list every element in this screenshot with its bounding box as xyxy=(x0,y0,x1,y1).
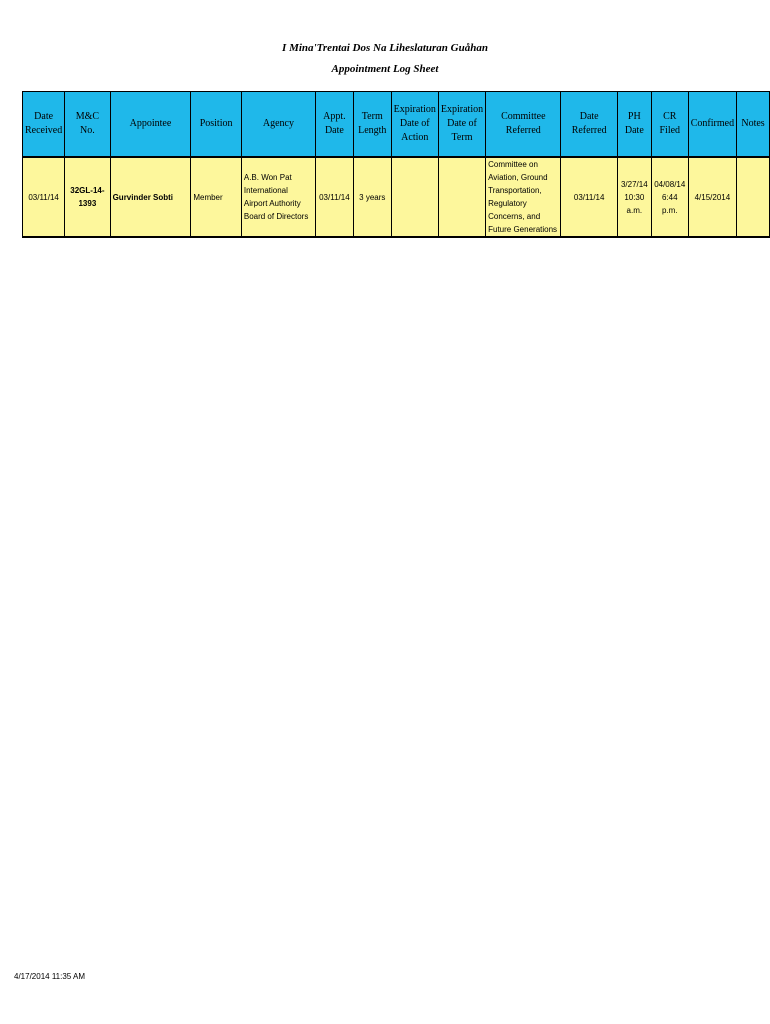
col-ph-date: PH Date xyxy=(617,92,651,158)
col-position: Position xyxy=(191,92,242,158)
col-date-referred: Date Referred xyxy=(561,92,617,158)
page-title: I Mina'Trentai Dos Na Liheslaturan Guåhan xyxy=(282,42,488,54)
cr-date-value: 04/08/14 xyxy=(654,179,686,189)
col-appointee: Appointee xyxy=(110,92,191,158)
cell-notes xyxy=(737,157,770,237)
cell-committee-referred: Committee on Aviation, Ground Transportation, Regulatory Concerns, and Future Generations xyxy=(486,157,561,237)
col-cr-filed: CR Filed xyxy=(651,92,688,158)
cell-appt-date: 03/11/14 xyxy=(315,157,353,237)
ph-date-value: 3/27/14 xyxy=(620,179,648,189)
cell-term-length: 3 years xyxy=(353,157,391,237)
page-subtitle: Appointment Log Sheet xyxy=(331,63,439,75)
cell-cr-filed xyxy=(651,157,688,237)
cell-date-received: 03/11/14 xyxy=(23,157,65,237)
appointment-log-table xyxy=(22,91,770,238)
cell-expiration-action xyxy=(391,157,438,237)
col-notes: Notes xyxy=(737,92,770,158)
col-appt-date: Appt. Date xyxy=(315,92,353,158)
cell-agency: A.B. Won Pat International Airport Authority Board of Directors xyxy=(241,157,315,237)
table-row xyxy=(23,157,770,237)
col-confirmed: Confirmed xyxy=(688,92,736,158)
col-agency: Agency xyxy=(241,92,315,158)
cell-ph-date xyxy=(617,157,651,237)
col-expiration-action: Expiration Date of Action xyxy=(391,92,438,158)
header-row xyxy=(23,92,770,158)
col-expiration-term: Expiration Date of Term xyxy=(438,92,485,158)
col-date-received: Date Received xyxy=(23,92,65,158)
cell-confirmed: 4/15/2014 xyxy=(688,157,736,237)
cell-mc-no: 32GL-14-1393 xyxy=(65,157,110,237)
col-mc-no: M&C No. xyxy=(65,92,110,158)
cell-position: Member xyxy=(191,157,242,237)
cell-expiration-term xyxy=(438,157,485,237)
col-term-length: Term Length xyxy=(353,92,391,158)
col-committee-referred: Committee Referred xyxy=(486,92,561,158)
footer-timestamp: 4/17/2014 11:35 AM xyxy=(14,972,86,981)
cell-appointee: Gurvinder Sobti xyxy=(110,157,191,237)
ph-time-value: 10:30 a.m. xyxy=(624,192,645,215)
cell-date-referred: 03/11/14 xyxy=(561,157,617,237)
cr-time-value: 6:44 p.m. xyxy=(661,192,678,215)
